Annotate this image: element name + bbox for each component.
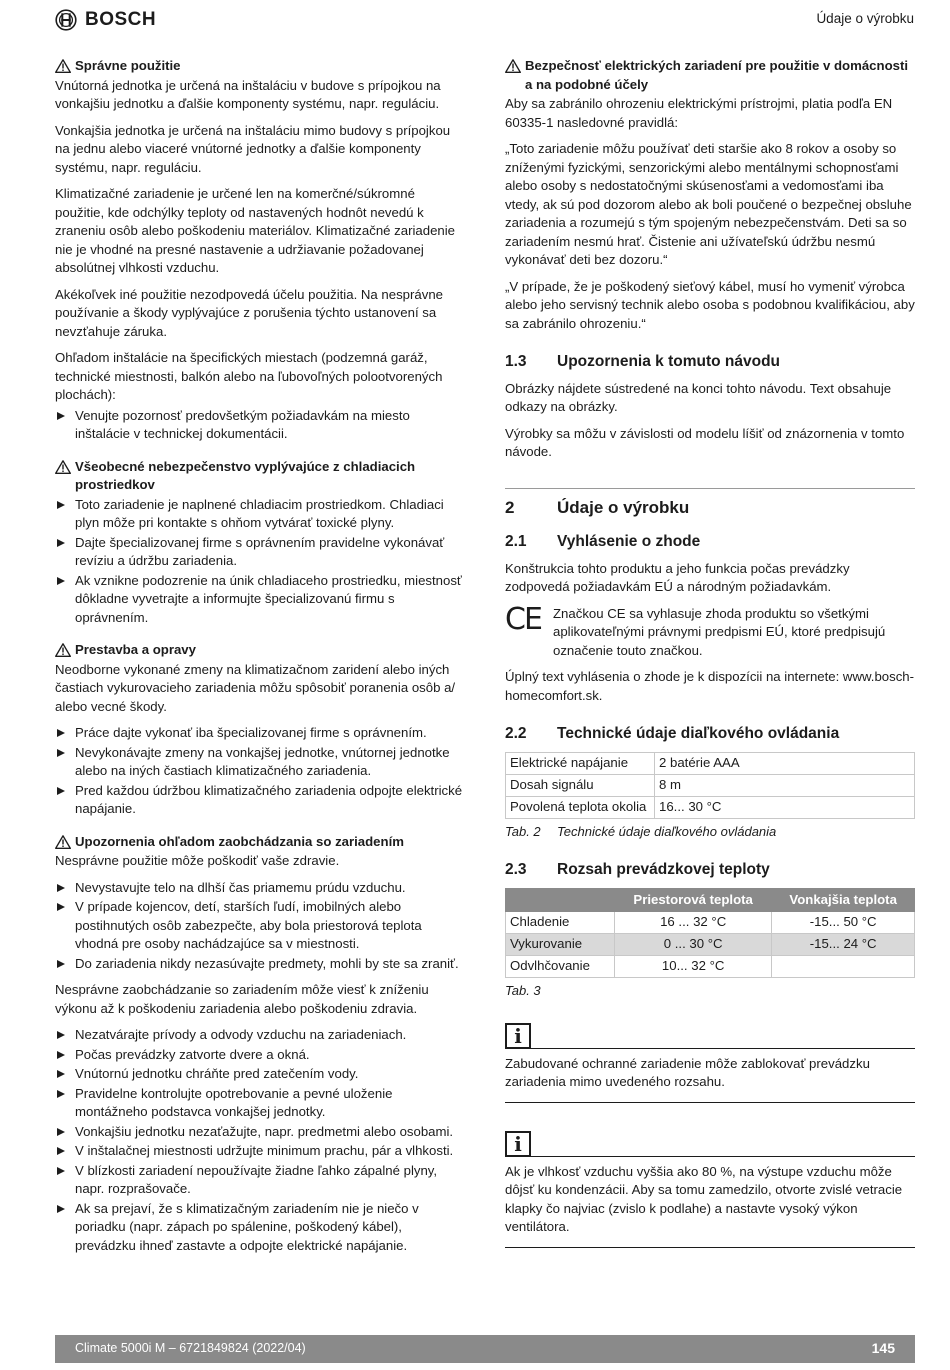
list-item: Ak vznikne podozrenie na únik chladiaceho prostriedku, miestnosť dôkladne vyvetrajte a informujte špecializovanú firmu s oprávnením. [55, 572, 465, 628]
list-item: Toto zariadenie je naplnené chladiacim prostriedkom. Chladiaci plyn môže pri kontakte s ohňom vytvárať toxické plyny. [55, 496, 465, 533]
warning-icon [55, 59, 71, 73]
brand-name: BOSCH [85, 9, 157, 30]
chapter-heading-2: 2 Údaje o výrobku [505, 497, 690, 517]
info-note: i Ak je vlhkosť vzduchu vyššia ako 80 %, na výstupe vzduchu môže dôjsť ku kondenzácii. Aby sa tomu zamedzilo, otvorte zvislé vetracie klapky čo najviac (zvislo k podlahe) a nastavte vysoký výkon ventilátora. [505, 1131, 915, 1248]
ce-mark-icon: CE [505, 601, 541, 637]
bosch-armature-icon [55, 9, 77, 31]
right-column [505, 57, 915, 1248]
table-caption: Tab. 2 Technické údaje diaľkového ovládania [505, 823, 777, 839]
table-row: Povolená teplota okolia 16... 30 °C [506, 796, 915, 818]
section-refrigerant-danger [55, 458, 465, 628]
warning-icon [55, 643, 71, 657]
bullet-list [55, 879, 465, 974]
temperature-range-table [505, 888, 915, 979]
section-modifications [55, 641, 465, 819]
paragraph: Výrobky sa môžu v závislosti od modelu líšiť od znázornenia v tomto návode. [505, 425, 905, 459]
section-heading-2-1: 2.1 Vyhlásenie o zhode [505, 533, 701, 550]
section-electrical-safety [505, 57, 915, 333]
list-item: Dajte špecializovanej firme s oprávnením pravidelne vykonávať revíziu a údržbu zariadenia. [55, 534, 465, 571]
table-row: Odvlhčovanie 10... 32 °C [506, 956, 915, 978]
section-heading-2-3: 2.3 Rozsah prevádzkovej teploty [505, 861, 770, 878]
paragraph: Úplný text vyhlásenia o zhode je k dispozícii na internete: www.bosch-homecomfort.sk. [505, 669, 915, 703]
list-item: Vonkajšiu jednotku nezaťažujte, napr. predmetmi alebo osobami. [55, 1123, 465, 1142]
paragraph: Aby sa zabránilo ohrozeniu elektrickými prístrojmi, platia podľa EN 60335-1 nasledovné pravidlá: [505, 96, 893, 130]
left-column [55, 57, 465, 1269]
list-item: Pravidelne kontrolujte opotrebovanie a pevné uloženie montážneho podstavca vonkajšej jednotky. [55, 1085, 465, 1122]
table-row: Chladenie 16 ... 32 °C -15... 50 °C [506, 912, 915, 934]
list-item: Venujte pozornosť predovšetkým požiadavkám na miesto inštalácie v technickej dokumentácii. [55, 407, 465, 444]
paragraph: Neodborne vykonané zmeny na klimatizačnom zaridení alebo iných častiach vykurovacieho zariadenia môžu spôsobiť poranenia osôb a/ alebo vecné škody. [55, 661, 456, 714]
bullet-list [55, 407, 465, 444]
paragraph: Vonkajšia jednotka je určená na inštaláciu mimo budovy s prípojkou na jednu alebo viaceré vnútorné jednotky a ďalšie komponenty systému, napr. reguláciu. [55, 122, 451, 175]
bullet-list [55, 496, 465, 628]
paragraph: „V prípade, že je poškodený sieťový kábel, musí ho vymeniť výrobca alebo jeho servisný technik alebo osoba s podobnou kvalifikáciou, aby sa zabránilo ohrozeniu.“ [505, 278, 915, 331]
paragraph: Konštrukcia tohto produktu a jeho funkcia počas prevádzky zodpovedá požiadavkám EÚ a národným požiadavkám. [505, 560, 850, 594]
warning-heading: Správne použitie [55, 57, 465, 76]
paragraph: Nesprávne zaobchádzanie so zariadením môže viesť k zníženiu výkonu až k poškodeniu zariadenia alebo poškodeniu zdravia. [55, 982, 429, 1016]
page-number: 145 [871, 1340, 895, 1356]
section-heading-1-3: 1.3 Upozornenia k tomuto návodu [505, 353, 781, 370]
warning-heading: Prestavba a opravy [55, 641, 465, 660]
list-item: Práce dajte vykonať iba špecializovanej firme s oprávnením. [55, 724, 465, 743]
section-handling [55, 833, 465, 1256]
warning-heading: Všeobecné nebezpečenstvo vyplývajúce z chladiacich prostriedkov [55, 458, 465, 495]
paragraph: Akékoľvek iné použitie nezodpovedá účelu použitia. Na nesprávne používanie a škody vyplývajúce z porušenia týchto ustanovení sa nevzťahuje záruka. [55, 286, 444, 339]
paragraph: Obrázky nájdete sústredené na konci tohto návodu. Text obsahuje odkazy na obrázky. [505, 380, 892, 414]
bullet-list [55, 1026, 465, 1255]
paragraph: „Toto zariadenie môžu používať deti staršie ako 8 rokov a osoby so zníženými fyzickými, senzorickými alebo mentálnymi schopnosťami alebo osoby s nedostatočnými skúsenosťami a vedomosťami iba vtedy, ak sú pod dozorom alebo ak boli poučené o bezpečnej obsluhe zariadenia a rozumejú s tým spojeným nebezpečenstvám. Deti sa so zariadením nesmú hrať. Čistenie ani užívateľskú údržbu nesmú vykonávať deti bez dozoru.“ [505, 141, 912, 267]
info-note: i Zabudované ochranné zariadenie môže zablokovať prevádzku zariadenia mimo uvedeného rozsahu. [505, 1023, 915, 1103]
list-item: Ak sa prejaví, že s klimatizačným zariadením nie je niečo v poriadku (napr. zápach po spálenine, poškodený kábel), prevádzku ihneď zastavte a odpojte elektrické napájanie. [55, 1200, 465, 1256]
info-icon: i [505, 1131, 531, 1157]
chapter-divider [505, 488, 915, 489]
page-footer [55, 1335, 915, 1363]
warning-icon [55, 460, 71, 474]
header-title: Údaje o výrobku [816, 11, 914, 26]
document-reference: Climate 5000i M – 6721849824 (2022/04) [75, 1341, 306, 1355]
list-item: Pred každou údržbou klimatizačného zariadenia odpojte elektrické napájanie. [55, 782, 465, 819]
warning-icon [55, 835, 71, 849]
table-row: Vykurovanie 0 ... 30 °C -15... 24 °C [506, 934, 915, 956]
list-item: V blízkosti zariadení nepoužívajte žiadne ľahko zápalné plyny, napr. rozprašovače. [55, 1162, 465, 1199]
list-item: Do zariadenia nikdy nezasúvajte predmety, mohli by ste sa zraniť. [55, 955, 465, 974]
paragraph: Ohľadom inštalácie na špecifických miestach (podzemná garáž, technické miestnosti, balkón alebo na ľubovoľných polootvorených plochách): [55, 350, 443, 402]
ce-declaration: CE Značkou CE sa vyhlasuje zhoda produktu so všetkými aplikovateľnými právnymi predpismi EÚ, ktoré predpisujú označenie touto značkou. [505, 601, 886, 658]
bullet-list [55, 724, 465, 819]
table-header-row: Priestorová teplota Vonkajšia teplota [506, 888, 915, 912]
info-icon: i [505, 1023, 531, 1049]
list-item: Počas prevádzky zatvorte dvere a okná. [55, 1046, 465, 1065]
paragraph: Vnútorná jednotka je určená na inštaláciu v budove s prípojkou na vonkajšiu jednotku a ďalšie komponenty systému, napr. reguláciu. [55, 77, 441, 111]
table-row: Dosah signálu 8 m [506, 774, 915, 796]
warning-heading: Bezpečnosť elektrických zariadení pre použitie v domácnosti a na podobné účely [505, 57, 915, 94]
paragraph: Nesprávne použitie môže poškodiť vaše zdravie. [55, 853, 340, 868]
list-item: Nevykonávajte zmeny na vonkajšej jednotke, vnútornej jednotke alebo na iných častiach klimatizačného zariadenia. [55, 744, 465, 781]
warning-heading: Upozornenia ohľadom zaobchádzania so zariadením [55, 833, 465, 852]
list-item: Nezatvárajte prívody a odvody vzduchu na zariadeniach. [55, 1026, 465, 1045]
list-item: Nevystavujte telo na dlhší čas priamemu prúdu vzduchu. [55, 879, 465, 898]
list-item: V prípade kojencov, detí, starších ľudí, imobilných alebo postihnutých osôb zabezpečte, aby bola priestorová teplota vhodná pre osoby nachádzajúce sa v miestnosti. [55, 898, 465, 954]
bosch-logo [55, 9, 156, 31]
list-item: Vnútornú jednotku chráňte pred zatečením vody. [55, 1065, 465, 1084]
warning-icon [505, 59, 521, 73]
remote-spec-table [505, 752, 915, 819]
page-header [0, 0, 950, 40]
table-caption: Tab. 3 [505, 983, 541, 998]
table-row: Elektrické napájanie 2 batérie AAA [506, 752, 915, 774]
section-heading-2-2: 2.2 Technické údaje diaľkového ovládania [505, 725, 840, 742]
paragraph: Klimatizačné zariadenie je určené len na komerčné/súkromné použitie, kde odchýlky teploty od nastavených hodnôt nevedú k zraneniu osôb alebo poškodeniu materiálov. Klimatizačné zariadenie nie je vhodné na presné nastavenie a udržiavanie požadovanej absolútnej vlhkosti vzduchu. [55, 186, 456, 275]
section-correct-use [55, 57, 465, 444]
list-item: V inštalačnej miestnosti udržujte minimum prachu, pár a vlhkosti. [55, 1142, 465, 1161]
